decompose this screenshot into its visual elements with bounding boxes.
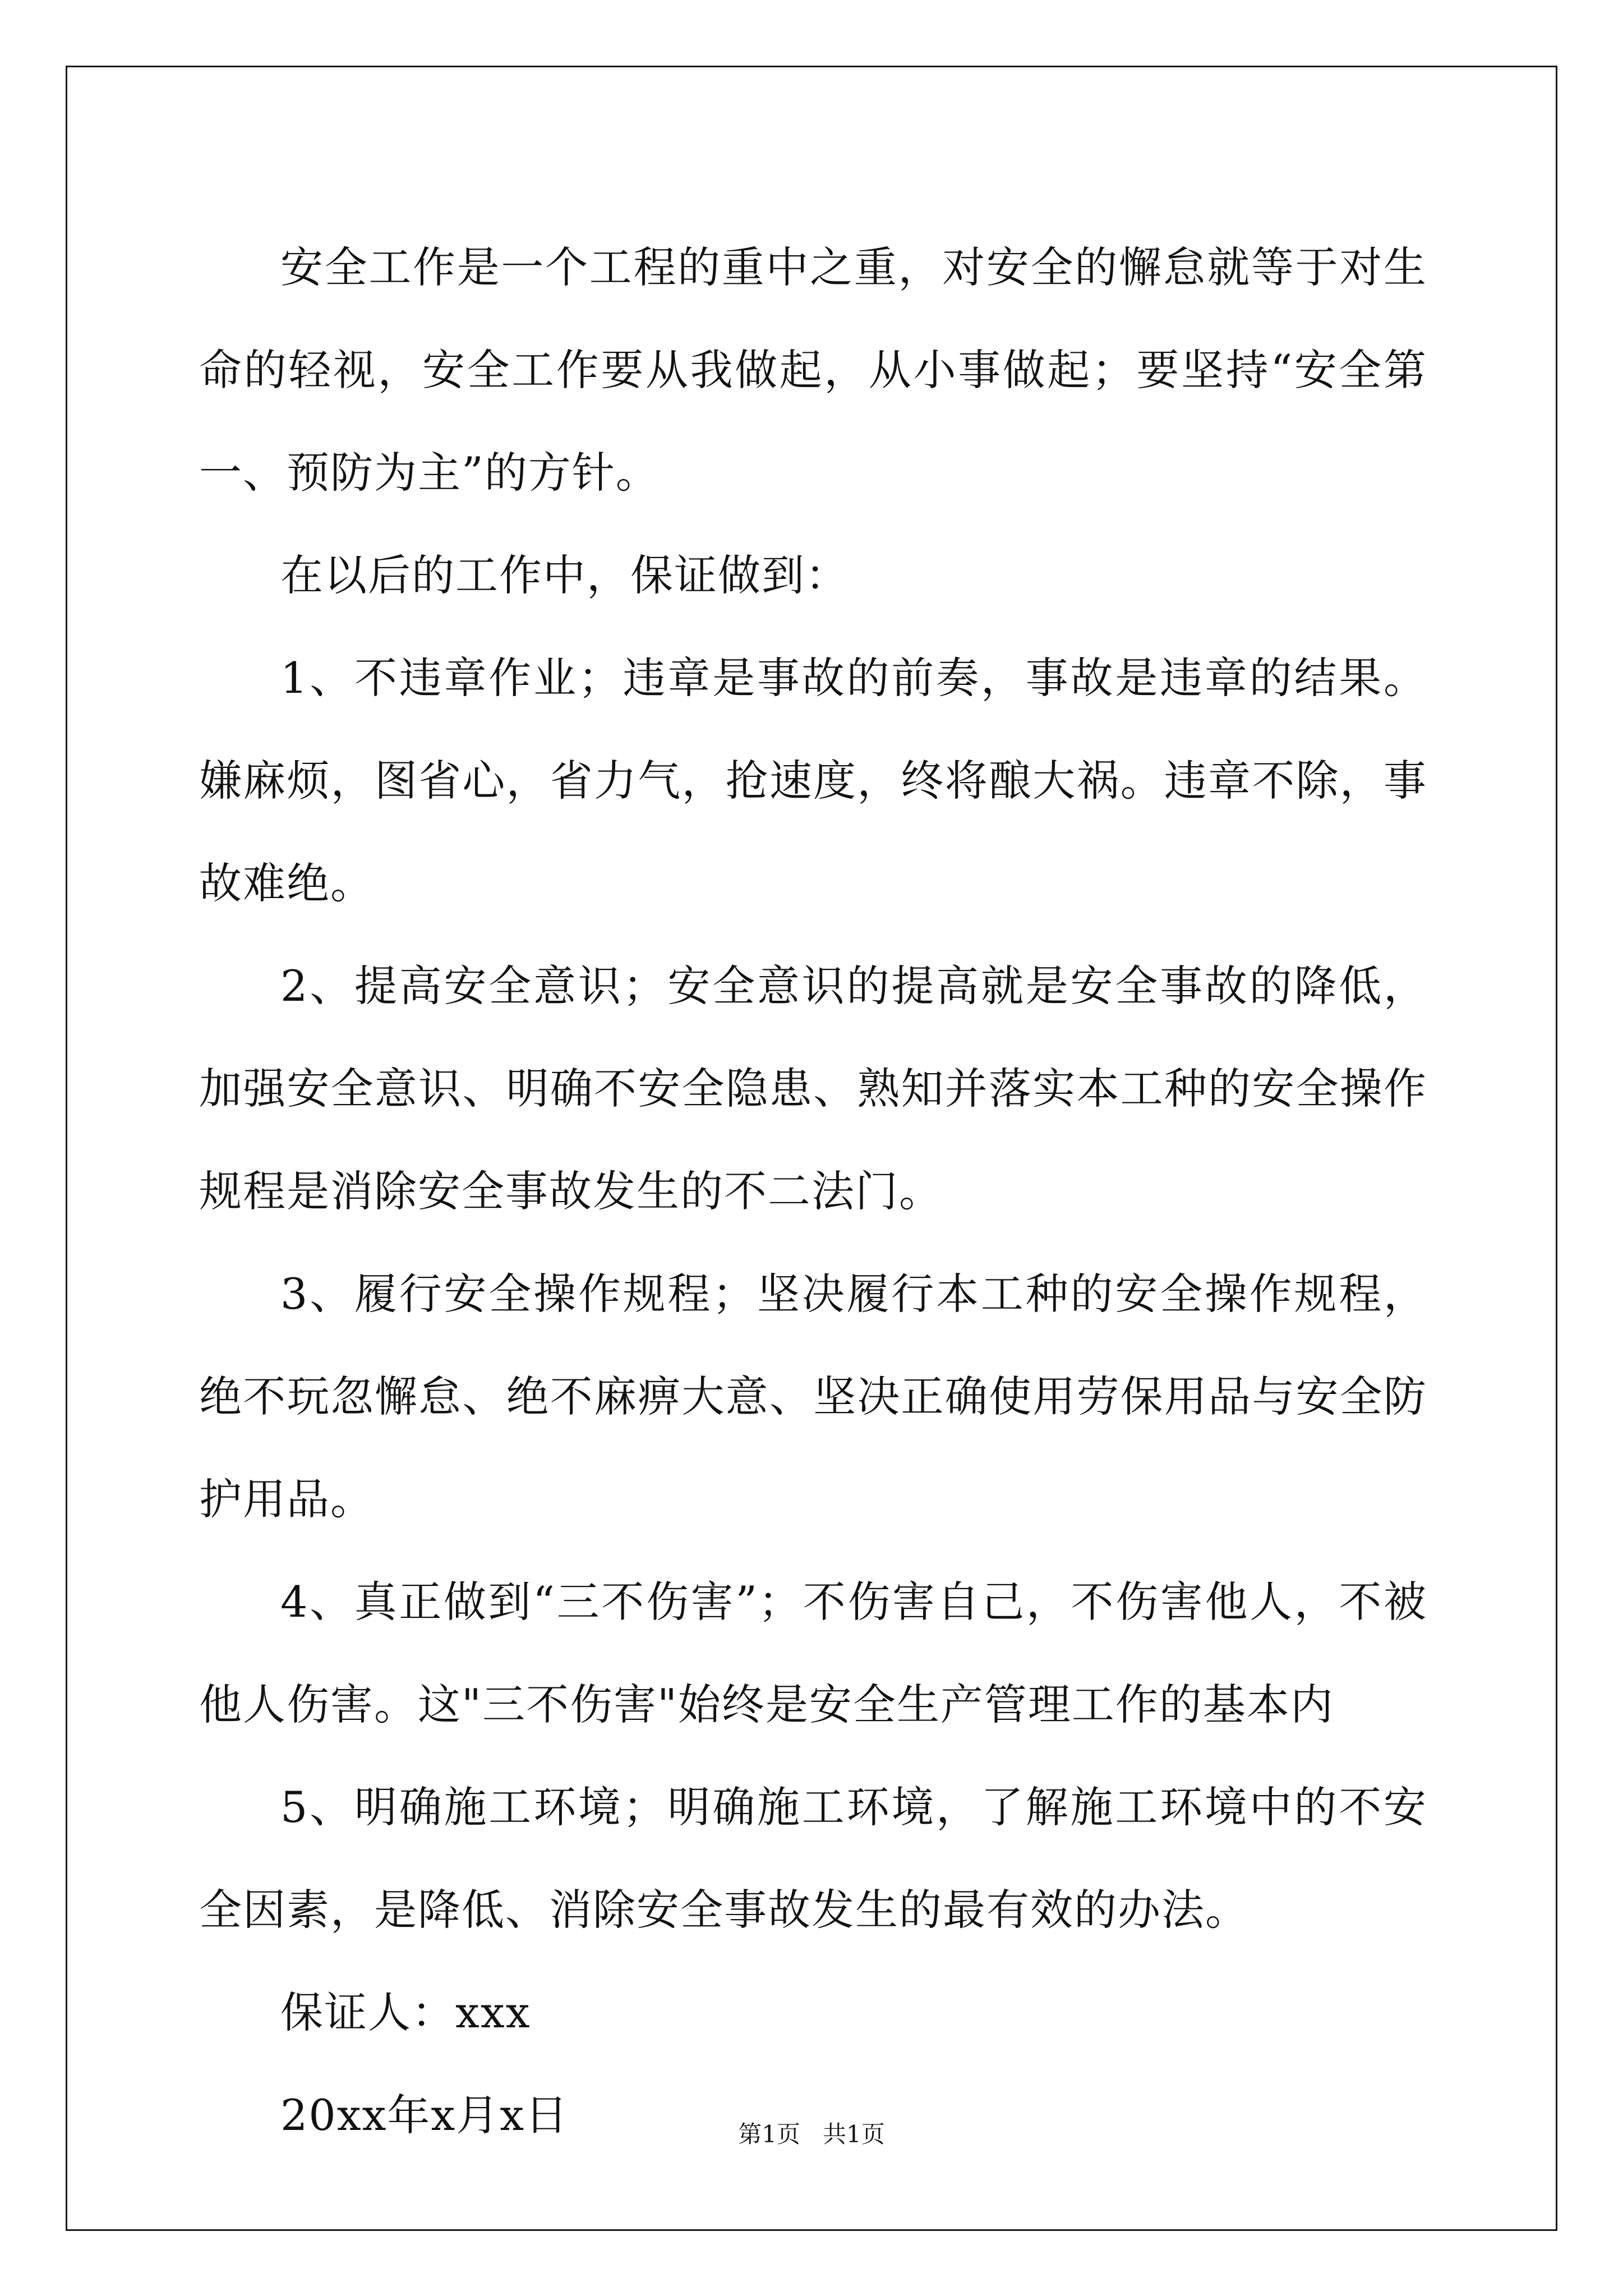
paragraph-item-1: 1、不违章作业；违章是事故的前奏，事故是违章的结果。嫌麻烦，图省心，省力气，抢速度，终将酿大祸。违章不除，事故难绝。 xyxy=(199,653,1427,908)
paragraph-lead: 在以后的工作中，保证做到： xyxy=(280,550,849,600)
document-body xyxy=(199,216,1427,2166)
paragraph-item-5: 5、明确施工环境；明确施工环境，了解施工环境中的不安全因素，是降低、消除安全事故发生的最有效的办法。 xyxy=(199,1782,1427,1935)
guarantor-line: 保证人：xxx xyxy=(280,1987,531,2037)
page-number-current: 第1页 xyxy=(738,2120,800,2148)
paragraph-intro: 安全工作是一个工程的重中之重，对安全的懈怠就等于对生命的轻视，安全工作要从我做起，从小事做起；要坚持“安全第一、预防为主”的方针。 xyxy=(199,242,1427,498)
paragraph-item-3: 3、履行安全操作规程；坚决履行本工种的安全操作规程，绝不玩忽懈怠、绝不麻痹大意、坚决正确使用劳保用品与安全防护用品。 xyxy=(199,1269,1427,1524)
paragraph-item-4: 4、真正做到“三不伤害”；不伤害自己，不伤害他人，不被他人伤害。这"三不伤害"始终是安全生产管理工作的基本内 xyxy=(199,1577,1427,1729)
page-footer xyxy=(0,2118,1623,2151)
date-line: 20xx年x月x日 xyxy=(280,2090,569,2140)
page-number-total: 共1页 xyxy=(823,2120,885,2148)
paragraph-item-2: 2、提高安全意识；安全意识的提高就是安全事故的降低，加强安全意识、明确不安全隐患、熟知并落实本工种的安全操作规程是消除安全事故发生的不二法门。 xyxy=(199,961,1427,1216)
